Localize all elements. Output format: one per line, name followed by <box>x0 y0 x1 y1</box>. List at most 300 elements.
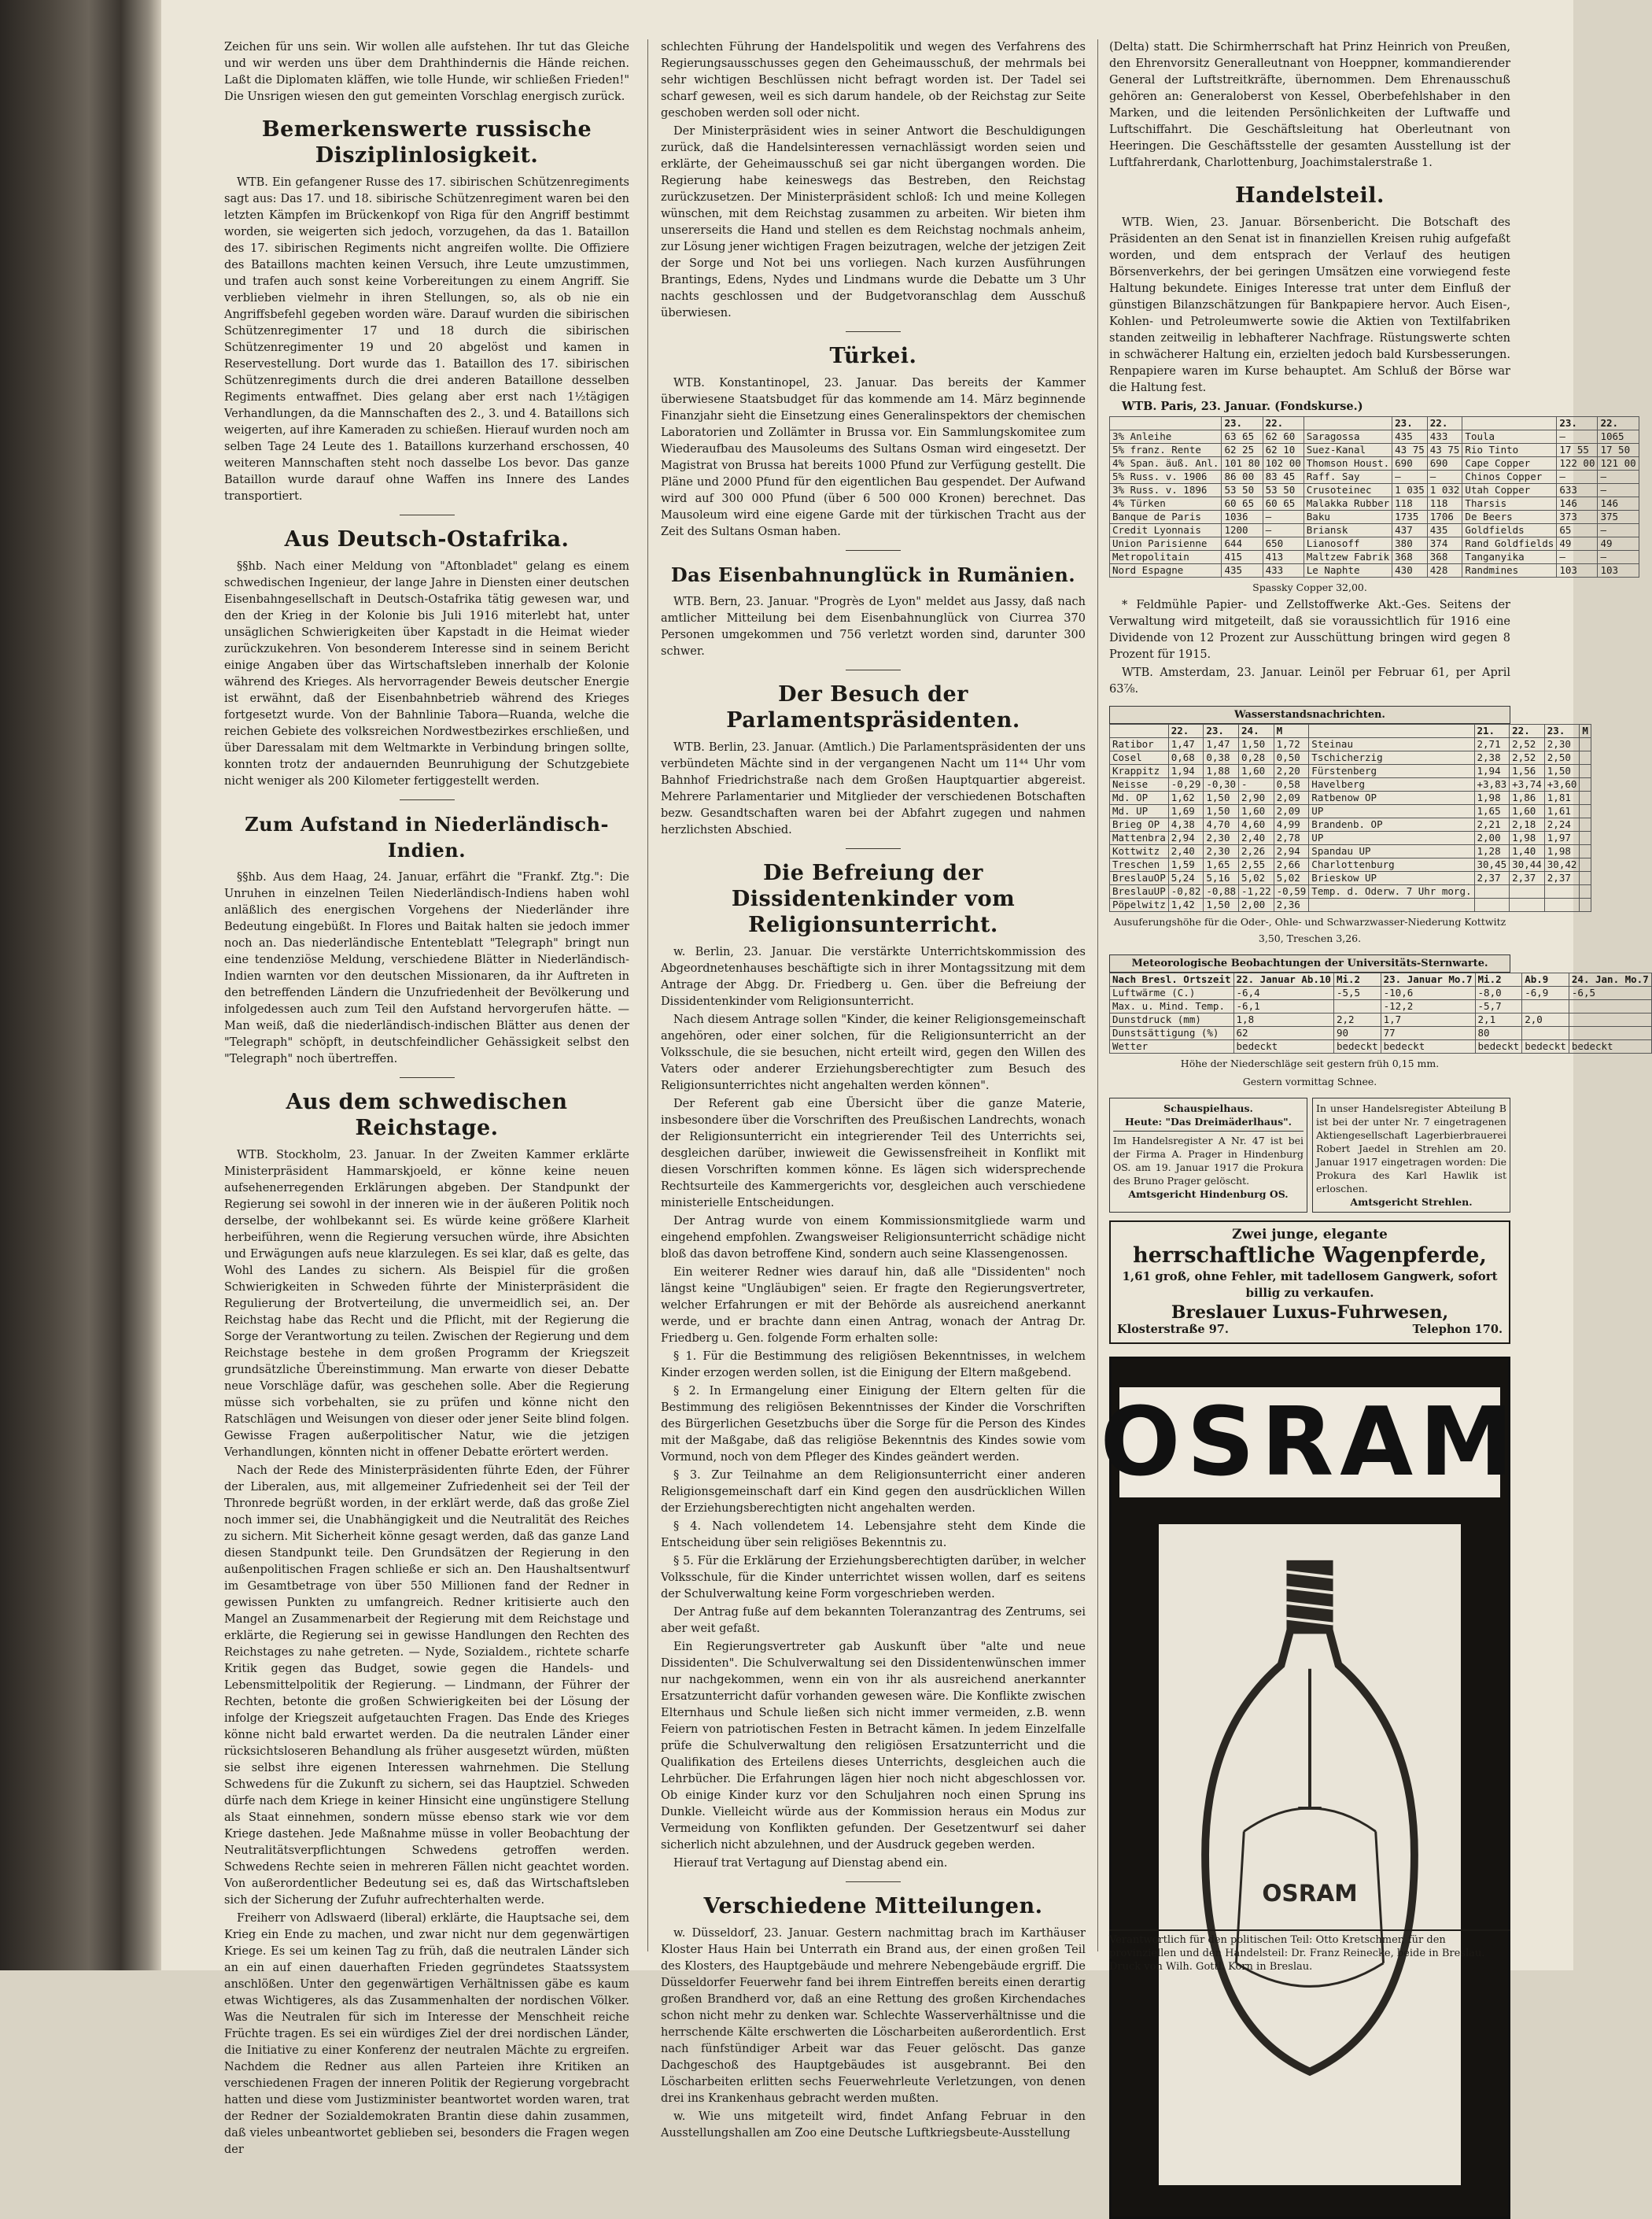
table-cell: 1,98 <box>1474 792 1510 805</box>
column-middle <box>661 39 1086 2140</box>
table-row <box>1110 751 1591 765</box>
table-cell: 2,94 <box>1168 832 1204 845</box>
table-cell: — <box>1557 430 1598 444</box>
table-row <box>1110 444 1639 457</box>
table-header-cell: 22. <box>1427 417 1462 430</box>
table-cell: — <box>1392 471 1428 484</box>
table-cell: bedeckt <box>1381 1040 1475 1054</box>
article-text: WTB. Bern, 23. Januar. "Progrès de Lyon" meldet aus Jassy, daß nach amtlicher Mitteilung bei dem Eisenbahnunglück von Ciurrea 370 Personen umgekommen und 756 verletzt worden sind, darunter 300 schwer. <box>661 596 1086 658</box>
table-cell: 3% Russ. v. 1896 <box>1110 484 1222 497</box>
theater-title: Schauspielhaus. <box>1163 1102 1253 1114</box>
table-cell: 2,55 <box>1239 858 1274 872</box>
table-cell: 121 00 <box>1598 457 1639 471</box>
table-cell <box>1580 832 1591 845</box>
article-heading: Aus dem schwedischen Reichstage. <box>286 1090 568 1140</box>
table-cell <box>1522 1027 1569 1040</box>
article-text: Nach diesem Antrage sollen "Kinder, die keiner Religionsgemeinschaft angehören, oder einer solchen, für die Religionsunterricht an der Volksschule, die sie besuchen, nicht erteilt wird, gegen den Willen des Vaters oder anderer Erziehungsberechtigter zum Besuch des Religionsunterrichtes nicht angehalten werden können". <box>661 1014 1086 1092</box>
table-cell: 4,60 <box>1239 818 1274 832</box>
table-cell: 633 <box>1557 484 1598 497</box>
table-cell: 30,44 <box>1510 858 1545 872</box>
table-cell: — <box>1263 511 1304 524</box>
table-cell: 1,60 <box>1239 805 1274 818</box>
table-cell: 102 00 <box>1263 457 1304 471</box>
table-cell: 1036 <box>1222 511 1263 524</box>
table-cell: 1,47 <box>1168 738 1204 751</box>
table-cell: 17 50 <box>1598 444 1639 457</box>
table-row <box>1110 1027 1652 1040</box>
table-cell: Brieskow UP <box>1309 872 1474 885</box>
table-cell: 83 45 <box>1263 471 1304 484</box>
table-cell: 0,38 <box>1204 751 1239 765</box>
table-cell: -6,5 <box>1569 987 1651 1000</box>
article-text: WTB. Stockholm, 23. Januar. In der Zweiten Kammer erklärte Ministerpräsident Hammarskjoeld, er könne keine neuen aufsehenerregenden Erklärungen abgeben. Der Standpunkt der Regierung sei sowohl in der inneren wie in der äußeren Politik noch derselbe, der wohlbekannt sei. Es würde keine größere Klarheit herbeiführen, wenn die Regierung versuchen würde, ihre Absichten und Erwägungen aufs neue klarzulegen. Es sei klar, daß es gelte, das Wohl des Landes zu sichern. Als Beispiel für die großen Schwierigkeiten in Schweden führte der Ministerpräsident die Regulierung der Brotverteilung, die unvermeidlich sei, an. Der Reichstag habe das Recht und die Pflicht, mit der Regierung die Sorge der Verantwortung zu teilen. Zwischen der Regierung und dem Reichstage bestehe in dem großen Programm der Kriegszeit grundsätzliche Übereinstimmung. Man erwarte von dieser Debatte neue Vorschläge dafür, was geschehen solle. Aber die Regierung müsse sich vorbehalten, sie zu prüfen und könne nicht den Ratschlägen und Weisungen von dieser oder jener Seite blind folgen. Gewisse Fragen außerpolitischer Natur, wie die jetzigen Verhandlungen, könnten nicht in offener Debatte erörtert werden. <box>224 1149 629 1459</box>
table-cell: — <box>1598 484 1639 497</box>
table-header-cell: 23. <box>1392 417 1428 430</box>
table-header-cell: 24. <box>1239 725 1274 738</box>
table-cell: Utah Copper <box>1462 484 1557 497</box>
osram-bulb-panel <box>1159 1524 1461 2185</box>
table-cell: 3% Anleihe <box>1110 430 1222 444</box>
table-cell: 2,26 <box>1239 845 1274 858</box>
table-cell: 2,30 <box>1204 832 1239 845</box>
article-text: schlechten Führung der Handelspolitik und wegen des Verfahrens des Regierungsausschusses gegen den Geheimausschuß, der mehrmals bei sehr wichtigen Beschlüssen nicht befragt worden ist. Der Tadel sei scharf gewesen, weil es sich darum handele, ob der Reichstag zur Seite geschoben werden soll oder nicht. <box>661 41 1086 120</box>
table-cell: 2,71 <box>1474 738 1510 751</box>
article-text: Der Ministerpräsident wies in seiner Antwort die Beschuldigungen zurück, daß die Handelsinteressen vernachlässigt worden seien und erklärte, der Geheimausschuß sei gar nicht übergangen worden. Die Regierung habe keineswegs das Bestreben, den Reichstag zurückzusetzen. Der Ministerpräsident schloß: Ich und meine Kollegen wünschen, mit dem Reichstag zusammen zu arbeiten. Wir bieten ihm unsererseits die Hand und stellen es dem Reichstag nochmals anheim, zur Lösung jener wichtigen Fragen beizutragen, welche der jetzigen Zeit der Sorge und Not bei uns vorliegen. Nach kurzen Ausführungen Brantings, Edens, Nydes und Lindmans wurde die Debatte um 3 Uhr nachts geschlossen und der Budgetvoranschlag dem Ausschuß überwiesen. <box>661 125 1086 319</box>
column-left <box>224 39 629 2156</box>
separator <box>846 848 901 849</box>
table-cell <box>1569 1014 1651 1027</box>
table-cell: Havelberg <box>1309 778 1474 792</box>
table-cell: Brieg OP <box>1110 818 1169 832</box>
table-cell <box>1580 885 1591 899</box>
table-cell: BreslauOP <box>1110 872 1169 885</box>
article-text: WTB. Amsterdam, 23. Januar. Leinöl per Februar 61, per April 63⅞. <box>1109 666 1510 696</box>
table-cell: Tharsis <box>1462 497 1557 511</box>
table-cell: Ratbenow OP <box>1309 792 1474 805</box>
table-cell: Suez-Kanal <box>1304 444 1392 457</box>
notice-text: Im Handelsregister A Nr. 47 ist bei der Firma A. Prager in Hindenburg OS. am 19. Januar 1917 die Prokura des Bruno Prager gelöscht. <box>1113 1135 1304 1187</box>
table-row <box>1110 484 1639 497</box>
table-header-cell: 23. <box>1204 725 1239 738</box>
section-heading-handelsteil: Handelsteil. <box>1235 183 1385 208</box>
table-cell <box>1580 845 1591 858</box>
ad-address: Klosterstraße 97. <box>1117 1323 1229 1336</box>
table-cell: Tanganyika <box>1462 551 1557 564</box>
table-header-cell: 24. Jan. Mo.7 <box>1569 973 1651 987</box>
table-row <box>1110 885 1591 899</box>
osram-logo: OSRAM <box>1100 1387 1520 1497</box>
article-text: WTB. Konstantinopel, 23. Januar. Das bereits der Kammer überwiesene Staatsbudget für das kommende am 14. März beginnende Finanzjahr sieht die Einsetzung eines Generalinspektors der chemischen Laboratorien und Zollämter in Brussa vor. Ein Sammlungskomitee zum Wiederaufbau des Mausoleums des Sultans Osman wird eingesetzt. Der Magistrat von Brussa hat bereits 1000 Pfund zur Verfügung gestellt. Die Pläne und 2000 Pfund für den eigentlichen Bau gespendet. Der Aufwand wird auf 300 000 Pfund (über 6 500 000 Kronen) berechnet. Das Mausoleum wird eine eigene Garde mit der türkischen Tracht aus der Zeit des Sultans Osman haben. <box>661 377 1086 538</box>
article-text: § 2. In Ermangelung einer Einigung der Eltern gelten für die Bestimmung des religiösen Bekenntnisses der Kinder die Vorschriften des Bürgerlichen Gesetzbuchs über die Sorge für die Person des Kindes mit der Maßgabe, daß das religiöse Bekenntnis des Kindes sowie vom Vormund, noch von dem Pfleger des Kindes geändert werden. <box>661 1385 1086 1464</box>
table-note: Ausuferungshöhe für die Oder-, Ohle- und Schwarzwasser-Niederung Kottwitz 3,50, Treschen 3,26. <box>1113 916 1506 944</box>
article-heading: Die Befreiung der Dissidentenkinder vom Religionsunterricht. <box>731 861 1016 937</box>
table-row <box>1110 551 1639 564</box>
table-cell: Tschicherzig <box>1309 751 1474 765</box>
table-header-cell: Nach Bresl. Ortszeit <box>1110 973 1234 987</box>
table-cell: 1,8 <box>1233 1014 1333 1027</box>
table-cell: 2,0 <box>1522 1014 1569 1027</box>
table-header-cell: Ab.9 <box>1522 973 1569 987</box>
table-cell: 2,20 <box>1274 765 1309 778</box>
bulb-label: OSRAM <box>1262 1880 1358 1907</box>
notice-text: In unser Handelsregister Abteilung B ist bei der unter Nr. 7 eingetragenen Aktiengesellschaft Lagerbierbrauerei Robert Jaedel in Strehlen am 20. Januar 1917 eingetragen worden: Die Prokura des Karl Hawlik ist erloschen. <box>1316 1102 1506 1194</box>
table-cell: 1 035 <box>1392 484 1428 497</box>
table-cell: Max. u. Mind. Temp. <box>1110 1000 1234 1014</box>
article-heading: Zum Aufstand in Niederländisch-Indien. <box>245 813 609 862</box>
table-cell: 1,50 <box>1544 765 1580 778</box>
article-heading: Das Eisenbahnunglück in Rumänien. <box>670 563 1076 586</box>
article-text: § 1. Für die Bestimmung des religiösen Bekenntnisses, in welchem Kinder erzogen werden sollen, ist die Einigung der Eltern maßgebend. <box>661 1350 1086 1379</box>
ad-telephone: Telephon 170. <box>1412 1323 1503 1336</box>
table-cell <box>1580 818 1591 832</box>
table-cell: -10,6 <box>1381 987 1475 1000</box>
article-text: § 5. Für die Erklärung der Erziehungsberechtigten darüber, in welcher Volksschule, für die Kinder unterrichtet wissen wollen, darf es seitens der Schulverwaltung keine Form vorgeschrieben werden. <box>661 1555 1086 1601</box>
table-cell: 433 <box>1427 430 1462 444</box>
article-text: §§hb. Nach einer Meldung von "Aftonbladet" gelang es einem schwedischen Ingenieur, der lange Jahre in Diensten einer deutschen Eisenbahngesellschaft in Deutsch-Ostafrika tätig gewesen war, und den der Krieg in der Kolonie bis Juli 1916 miterlebt hat, unter unsäglichen Schwierigkeiten über Kapstadt in die Heimat wieder zurückzukehren. Von besonderem Interesse sind in seinem Bericht einige Angaben über das Wirtschaftsleben innerhalb der Kolonie während des Krieges. Als hervorragender Beweis deutscher Energie ist erwähnt, daß der Eisenbahnbetrieb während des Krieges fortgesetzt wurde. Von der Bahnlinie Tabora—Ruanda, welche die reichen Gebiete des volksreichen Nordwestbezirkes erschließen, und über Daressalam mit dem Weltmarkte in Verbindung bringen sollte, konnten trotz der andauernden Beunruhigung der Schutzgebiete nicht weniger als 200 Kilometer fertiggestellt werden. <box>224 560 629 788</box>
separator <box>400 799 455 800</box>
table-cell: -6,9 <box>1522 987 1569 1000</box>
table-cell <box>1580 751 1591 765</box>
table-cell <box>1580 872 1591 885</box>
table-cell: 690 <box>1427 457 1462 471</box>
notice-signature: Amtsgericht Hindenburg OS. <box>1128 1188 1289 1200</box>
table-cell: 2,78 <box>1274 832 1309 845</box>
table-cell: Dunstsättigung (%) <box>1110 1027 1234 1040</box>
table-cell: 30,45 <box>1474 858 1510 872</box>
article-heading: Aus Deutsch-Ostafrika. <box>284 527 570 552</box>
column-rule <box>1097 39 1098 1951</box>
table-cell: 77 <box>1381 1027 1475 1040</box>
table-cell: 53 50 <box>1222 484 1263 497</box>
table-cell: 1,59 <box>1168 858 1204 872</box>
table-cell: 373 <box>1557 511 1598 524</box>
table-cell: 2,09 <box>1274 792 1309 805</box>
article-text: Freiherr von Adlswaerd (liberal) erklärte, die Hauptsache sei, dem Krieg ein Ende zu machen, und zwar nicht nur dem gegenwärtigen Kriege. Es sei um keinen Tag zu früh, daß die neutralen Länder sich an ein auf einen dauerhaften Frieden gegründetes Staatssystem anschlößen. Unter den gegenwärtigen Verhältnissen gäbe es kaum etwas Wichtigeres, als das Zusammenhalten der nordischen Völker. Was die Neutralen für sich im Interesse der Menschheit reiche Früchte tragen. Es sei ein würdiges Ziel der drei nordischen Länder, die Initiative zu einer Konferenz der neutralen Mächte zu ergreifen. Nachdem die Redner aus allen Parteien ihre Kritiken an verschiedenen Fragen der inneren Politik der Regierung vorgebracht hatten und diese vom Justizminister beantwortet worden waren, trat der Redner der Sozialdemokraten Brantin diese dahin zusammen, daß vieles unbeantwortet geblieben sei, besonders die Fragen wegen der <box>224 1912 629 2156</box>
table-header-cell: Mi.2 <box>1475 973 1522 987</box>
table-cell: 2,52 <box>1510 751 1545 765</box>
table-cell: 374 <box>1427 537 1462 551</box>
table-row <box>1110 899 1591 912</box>
table-cell: -0,30 <box>1204 778 1239 792</box>
table-cell: 101 80 <box>1222 457 1263 471</box>
table-cell: 146 <box>1557 497 1598 511</box>
table-row <box>1110 511 1639 524</box>
weather-table <box>1109 973 1652 1054</box>
table-cell: 17 55 <box>1557 444 1598 457</box>
table-cell: 2,40 <box>1168 845 1204 858</box>
imprint-footer: Verantwortlich für den politischen Teil: Otto Kretschmer, für den provinziellen und den Handelsteil: Dr. Franz Reinecke, beide in Breslau. Druck von Wilh. Gottl. Korn in Breslau. <box>1109 1929 1510 1973</box>
table-cell: 146 <box>1598 497 1639 511</box>
table-cell: bedeckt <box>1475 1040 1522 1054</box>
table-cell: 53 50 <box>1263 484 1304 497</box>
column-right <box>1100 39 1649 1959</box>
table-cell: Md. UP <box>1110 805 1169 818</box>
table-cell: 43 75 <box>1392 444 1428 457</box>
table-cell: 2,38 <box>1474 751 1510 765</box>
table-row <box>1110 1040 1652 1054</box>
table-cell: 62 25 <box>1222 444 1263 457</box>
theater-text: Heute: "Das Dreimäderlhaus". <box>1124 1116 1292 1128</box>
table-row <box>1110 471 1639 484</box>
table-cell: Mattenbra <box>1110 832 1169 845</box>
table-cell: Temp. d. Oderw. 7 Uhr morg. <box>1309 885 1474 899</box>
table-cell: 1,50 <box>1239 738 1274 751</box>
table-cell: 30,42 <box>1544 858 1580 872</box>
table-header-cell: 22. <box>1168 725 1204 738</box>
table-cell: 1,81 <box>1544 792 1580 805</box>
table-cell: 430 <box>1392 564 1428 578</box>
table-cell: -6,4 <box>1233 987 1333 1000</box>
table-cell: 2,00 <box>1474 832 1510 845</box>
table-cell: Md. OP <box>1110 792 1169 805</box>
table-cell <box>1580 805 1591 818</box>
table-cell: Pöpelwitz <box>1110 899 1169 912</box>
table-cell: Saragossa <box>1304 430 1392 444</box>
table-cell: 62 10 <box>1263 444 1304 457</box>
table-cell: 4% Span. äuß. Anl. <box>1110 457 1222 471</box>
table-cell: 1,72 <box>1274 738 1309 751</box>
table-cell: 2,37 <box>1474 872 1510 885</box>
table-cell: Randmines <box>1462 564 1557 578</box>
article-text: Der Referent gab eine Übersicht über die ganze Materie, insbesondere über die Vorschriften des Preußischen Landrechts, wonach der Religionsunterricht ein integrierender Teil des Unterrichts sei, desgleichen darüber, inwieweit die Gewissensfreiheit in Konflikt mit diesen Vorschriften kommen könne. Es lägen sich widersprechende Rechtsurteile des Kammergerichts vor, desgleichen auch verschiedene ministerielle Entscheidungen. <box>661 1098 1086 1209</box>
table-cell: 1,86 <box>1510 792 1545 805</box>
table-cell: 1,69 <box>1168 805 1204 818</box>
table-cell <box>1544 899 1580 912</box>
ad-company: Breslauer Luxus-Fuhrwesen, <box>1171 1302 1449 1323</box>
table-cell <box>1580 792 1591 805</box>
table-cell: 62 <box>1233 1027 1333 1040</box>
article-text: WTB. Wien, 23. Januar. Börsenbericht. Die Botschaft des Präsidenten an den Senat ist in finanziellen Kreisen ruhig aufgefaßt worden, und dem entsprach der Verlauf des heutigen Börsenverkehrs, der bei geringen Umsätzen eine vorwiegend feste Haltung bekundete. Einiges Interesse trat unter dem Einfluß der günstigen Bilanzschätzungen für Bankpapiere hervor. Auch Eisen-, Kohlen- und Petroleumwerte sowie die Aktien von Textilfabriken standen zeitweilig in lebhafterer Nachfrage. Rüstungswerte schten in schwächerer Haltung ein, erzielten jedoch bald Kursbesserungen. Renpapiere waren im Kurse behauptet. Am Schluß der Börse war die Haltung fest. <box>1109 216 1510 394</box>
table-cell: 1735 <box>1392 511 1428 524</box>
table-cell: +3,60 <box>1544 778 1580 792</box>
table-cell: 2,50 <box>1544 751 1580 765</box>
table-cell: 2,66 <box>1274 858 1309 872</box>
table-cell: - <box>1239 778 1274 792</box>
table-cell <box>1580 899 1591 912</box>
table-row <box>1110 564 1639 578</box>
table-cell: Briansk <box>1304 524 1392 537</box>
table-row <box>1110 805 1591 818</box>
table-cell: 415 <box>1222 551 1263 564</box>
table-header-cell: Mi.2 <box>1333 973 1381 987</box>
table-row <box>1110 987 1652 1000</box>
table-cell: — <box>1263 524 1304 537</box>
table-cell: 2,30 <box>1204 845 1239 858</box>
table-cell: — <box>1598 471 1639 484</box>
table-row <box>1110 497 1639 511</box>
table-cell: bedeckt <box>1233 1040 1333 1054</box>
table-cell: Metropolitain <box>1110 551 1222 564</box>
table-cell: 122 00 <box>1557 457 1598 471</box>
table-cell: 375 <box>1598 511 1639 524</box>
table-cell: 2,00 <box>1239 899 1274 912</box>
table-cell: 1706 <box>1427 511 1462 524</box>
ad-contact-row <box>1117 1321 1503 1338</box>
table-cell: De Beers <box>1462 511 1557 524</box>
table-cell: 5,16 <box>1204 872 1239 885</box>
table-cell: 413 <box>1263 551 1304 564</box>
separator <box>846 550 901 551</box>
table-cell: 5,24 <box>1168 872 1204 885</box>
table-header-cell <box>1110 725 1169 738</box>
ad-line: Zwei junge, elegante <box>1232 1227 1388 1242</box>
table-cell: 1,47 <box>1204 738 1239 751</box>
article-text: Ein weiterer Redner wies darauf hin, daß alle "Dissidenten" noch längst keine "Ungläubigen" seien. Er fragte den Regierungsvertreter, welcher Erfahrungen er mit der Behörde als ausreichend anerkannt werde, und er brachte dann einen Antrag, wonach der Antrag Dr. Friedberg u. Gen. folgende Form erhalten solle: <box>661 1266 1086 1345</box>
article-text: Hierauf trat Vertagung auf Dienstag abend ein. <box>673 1857 948 1870</box>
water-level-table <box>1109 724 1591 912</box>
table-cell: 2,52 <box>1510 738 1545 751</box>
table-cell: 1,50 <box>1204 805 1239 818</box>
table-row <box>1110 818 1591 832</box>
table-cell: Fürstenberg <box>1309 765 1474 778</box>
table-cell: 1,50 <box>1204 899 1239 912</box>
table-cell: bedeckt <box>1569 1040 1651 1054</box>
article-heading: Der Besuch der Parlamentspräsidenten. <box>726 682 1020 733</box>
table-cell: 1,97 <box>1544 832 1580 845</box>
table-cell <box>1569 1000 1651 1014</box>
article-text: WTB. Berlin, 23. Januar. (Amtlich.) Die Parlamentspräsidenten der uns verbündeten Mächte sind in der vergangenen Nacht um 11⁴⁴ Uhr vom Bahnhof Friedrichstraße nach dem Großen Hauptquartier abgereist. Mehrere Parlamentarier und Mitglieder der verschiedenen Botschaften bezw. Gesandtschaften waren bei der Abfahrt zugegen und nahmen herzlichsten Abschied. <box>661 741 1086 836</box>
table-cell: 118 <box>1392 497 1428 511</box>
article-heading: Türkei. <box>829 344 917 368</box>
table-cell: Thomson Houst. <box>1304 457 1392 471</box>
table-header-cell <box>1309 725 1474 738</box>
table-cell: — <box>1557 471 1598 484</box>
table-cell: Goldfields <box>1462 524 1557 537</box>
weather-table-title: Meteorologische Beobachtungen der Universitäts-Sternwarte. <box>1109 954 1510 973</box>
table-cell: 1,98 <box>1544 845 1580 858</box>
table-header-cell: 23. <box>1557 417 1598 430</box>
table-cell: 2,37 <box>1510 872 1545 885</box>
table-cell: Maltzew Fabrik <box>1304 551 1392 564</box>
table-cell: Toula <box>1462 430 1557 444</box>
table-row <box>1110 738 1591 751</box>
article-text: w. Berlin, 23. Januar. Die verstärkte Unterrichtskommission des Abgeordnetenhauses beschäftigte sich in ihrer Montagssitzung mit dem Antrage der Abgg. Dr. Friedberg u. Gen. über die Befreiung der Dissidentenkinder vom Religionsunterricht. <box>661 946 1086 1008</box>
article-heading: Bemerkenswerte russische Disziplinlosigkeit. <box>261 117 592 168</box>
article-text: w. Wie uns mitgeteilt wird, findet Anfang Februar in den Ausstellungshallen am Zoo eine Deutsche Luftkriegsbeute-Ausstellung <box>661 2110 1086 2140</box>
table-cell: -0,59 <box>1274 885 1309 899</box>
table-cell: 4,38 <box>1168 818 1204 832</box>
table-cell: bedeckt <box>1522 1040 1569 1054</box>
table-cell: Cape Copper <box>1462 457 1557 471</box>
table-cell: 2,37 <box>1544 872 1580 885</box>
article-text: §§hb. Aus dem Haag, 24. Januar, erfährt die "Frankf. Ztg.": Die Unruhen in einzelnen Teilen Niederländisch-Indiens haben wohl anläßlich des energischen Vorgehens der Niederländer ihre Bedeutung eingebüßt. In Flores und Baitak halten sie jedoch immer noch an. Das niederländische Ententeblatt "Telegraph" bringt nun eine tendenziöse Meldung, verschiedene Blätter in Niederländisch-Indien warnten vor den deutschen Missionaren, da ihr Auftreten in den betreffenden Ländern die Unzufriedenheit der Bevölkerung und infolgedessen auch zum Teil den Aufstand hervorgerufen hätte. — Man weiß, daß die niederländisch-indischen Blätter aus denen der "Telegraph" schöpft, in deutschfeindlicher Gehässigkeit selbst den "Telegraph" noch übertreffen. <box>224 871 629 1065</box>
notice-right <box>1312 1098 1510 1213</box>
table-cell: 4,70 <box>1204 818 1239 832</box>
table-header-cell: 23. <box>1222 417 1263 430</box>
table-cell: Kottwitz <box>1110 845 1169 858</box>
table-cell: 1,50 <box>1204 792 1239 805</box>
table-caption: WTB. Paris, 23. Januar. (Fondskurse.) <box>1122 400 1363 413</box>
table-cell: 1,98 <box>1510 832 1545 845</box>
article-text: w. Düsseldorf, 23. Januar. Gestern nachmittag brach im Karthäuser Kloster Haus Hain bei Unterrath ein Brand aus, der einen großen Teil des Klosters, des Hauptgebäude und mehrere Nebengebäude ergriff. Die Düsseldorfer Feuerwehr fand bei ihrem Eintreffen bereits einen derartig großen Brandherd vor, daß an eine Rettung des großen Kirchendaches schon nicht mehr zu denken war. Schlechte Wasserverhältnisse und die herrschende Kälte erschwerten die Löscharbeiten außerordentlich. Erst nach fünfstündiger Arbeit war das Feuer gelöscht. Das ganze Dachgeschoß des Hauptgebäudes ist ausgebrannt. Bei den Löscharbeiten erlitten sechs Feuerwehrleute Verletzungen, von denen drei ins Krankenhaus gebracht werden mußten. <box>661 1927 1086 2105</box>
table-cell: UP <box>1309 805 1474 818</box>
article-text: WTB. Ein gefangener Russe des 17. sibirischen Schützenregiments sagt aus: Das 17. und 18. sibirische Schützenregiment waren bei den letzten Kämpfen im Brückenkopf von Riga für den Angriff bestimmt worden, sie weigerten sich jedoch, vorzugehen, da das 1. Bataillon des 17. sibirischen Regiments nicht angreifen wollte. Die Offiziere des Bataillons machten keinen Versuch, ihre Leute umzustimmen, und trafen auch sonst keine Vorbereitungen zu einem Angriff. Sie verblieben vielmehr in ihren Stellungen, so, als ob nie ein Angriffsbefehl gegeben worden wäre. Darauf wurden die sibirischen Schützenregimenter 17 und 18 durch die sibirischen Schützenregimenter 19 und 20 abgelöst und kamen in Reservestellung. Dort wurde das 1. Bataillon des 17. sibirischen Schützenregiments durch die drei anderen Bataillone desselben Regiments entwaffnet. Dies gelang aber erst nach 1½tägigen Verhandlungen, da die Mannschaften des 2., 3. und 4. Bataillons sich weigerten, auf ihre Kameraden zu schießen. Hierauf wurden noch am selben Tage 24 Leute des 1. Bataillons kurzerhand erschossen, 40 weiteren Mannschaften steht noch dasselbe Los bevor. Das ganze Bataillon wurde darauf ohne Waffen ins Innere des Landes transportiert. <box>224 176 629 503</box>
table-cell: -8,0 <box>1475 987 1522 1000</box>
separator <box>846 1881 901 1882</box>
table-cell: +3,83 <box>1474 778 1510 792</box>
table-cell: 1,62 <box>1168 792 1204 805</box>
table-cell: 650 <box>1263 537 1304 551</box>
table-cell: Credit Lyonnais <box>1110 524 1222 537</box>
table-cell: 86 00 <box>1222 471 1263 484</box>
table-cell: 435 <box>1392 430 1428 444</box>
table-cell: 2,36 <box>1274 899 1309 912</box>
article-text: Ein Regierungsvertreter gab Auskunft über "alte und neue Dissidenten". Die Schulverwaltung sei den Dissidentenwünschen immer nur nachgekommen, wenn ein von ihr als ausreichend anerkannter Ersatzunterricht dafür vorhanden gewesen wäre. Die Konflikte zwischen Elternhaus und Schule ließen sich nicht immer vermeiden, z.B. wenn Feiern von patriotischen Festen in Betracht kämen. In jedem Einzelfalle prüfe die Schulverwaltung den religiösen Ersatzunterricht und die Qualifikation des Erteilens dieses Unterrichts, desgleichen auch die Lehrbücher. Die Erfahrungen lägen hier noch nicht abgeschlossen vor. Ob einige Kinder kurz vor den Schuljahren noch einen Sprung ins Dunkle. Vielleicht würde aus der Kommission heraus ein Modus zur Vermeidung von Konflikten gefunden. Der Gesetzentwurf sei daher sicherlich nicht abzulehnen, und der Ausdruck gegeben werden. <box>661 1641 1086 1852</box>
table-note: Spassky Copper 32,00. <box>1252 582 1367 593</box>
column-rule <box>647 39 648 1951</box>
table-cell: 437 <box>1392 524 1428 537</box>
table-cell: 2,40 <box>1239 832 1274 845</box>
table-cell: Nord Espagne <box>1110 564 1222 578</box>
table-cell <box>1309 899 1474 912</box>
table-cell: Luftwärme (C.) <box>1110 987 1234 1000</box>
table-cell: 49 <box>1557 537 1598 551</box>
table-cell: Rand Goldfields <box>1462 537 1557 551</box>
table-cell: Spandau UP <box>1309 845 1474 858</box>
article-text: § 4. Nach vollendetem 14. Lebensjahre steht dem Kinde die Entscheidung über sein religiöses Bekenntnis zu. <box>661 1520 1086 1549</box>
separator <box>846 331 901 332</box>
table-row <box>1110 1014 1652 1027</box>
table-cell: 63 65 <box>1222 430 1263 444</box>
ad-line: 1,61 groß, ohne Fehler, mit tadellosem Gangwerk, sofort billig zu verkaufen. <box>1122 1269 1498 1300</box>
article-text: * Feldmühle Papier- und Zellstoffwerke Akt.-Ges. Seitens der Verwaltung wird mitgeteilt, daß sie voraussichtlich für 1916 eine Dividende von 12 Prozent zur Ausschüttung bringen wird gegen 8 Prozent für 1915. <box>1109 599 1510 661</box>
newspaper-page <box>161 0 1649 2156</box>
table-cell: -0,82 <box>1168 885 1204 899</box>
table-cell <box>1510 899 1545 912</box>
table-cell: -5,5 <box>1333 987 1381 1000</box>
article-text: (Delta) statt. Die Schirmherrschaft hat Prinz Heinrich von Preußen, den Ehrenvorsitz Generalleutnant von Hoeppner, kommandierender General der Luftstreitkräfte, übernommen. Dem Ehrenausschuß gehören an: Generaloberst von Kessel, Oberbefehlshaber in den Marken, und die leitenden Persönlichkeiten der Luftwaffe und Luftschiffahrt. Die Geschäftsleitung hat Oberleutnant von Heeringen. Die Geschäftsstelle der gesamten Ausstellung ist der Luftfahrerdank, Charlottenburg, Joachimstalerstraße 1. <box>1109 41 1510 169</box>
table-cell <box>1569 1027 1651 1040</box>
table-cell: 65 <box>1557 524 1598 537</box>
table-cell: 1,65 <box>1204 858 1239 872</box>
table-cell: Chinos Copper <box>1462 471 1557 484</box>
table-header-cell: 22. <box>1263 417 1304 430</box>
table-cell: 2,94 <box>1274 845 1309 858</box>
table-cell: 80 <box>1475 1027 1522 1040</box>
table-cell: 1,40 <box>1510 845 1545 858</box>
water-table-title: Wasserstandsnachrichten. <box>1109 706 1510 724</box>
table-cell <box>1580 765 1591 778</box>
table-cell <box>1474 899 1510 912</box>
table-cell: Lianosoff <box>1304 537 1392 551</box>
table-row <box>1110 792 1591 805</box>
table-header-cell: M <box>1580 725 1591 738</box>
table-row <box>1110 765 1591 778</box>
table-header-cell: 22. Januar Ab.10 <box>1233 973 1333 987</box>
table-cell: 368 <box>1427 551 1462 564</box>
light-bulb-icon <box>1159 1524 1461 2185</box>
table-cell: Baku <box>1304 511 1392 524</box>
table-cell: 103 <box>1598 564 1639 578</box>
table-cell: 103 <box>1557 564 1598 578</box>
book-spine <box>0 0 161 1970</box>
table-cell: +3,74 <box>1510 778 1545 792</box>
table-cell: 60 65 <box>1263 497 1304 511</box>
table-cell <box>1510 885 1545 899</box>
table-cell: 1,56 <box>1510 765 1545 778</box>
table-cell: 1,94 <box>1474 765 1510 778</box>
table-cell: — <box>1427 471 1462 484</box>
table-cell: Cosel <box>1110 751 1169 765</box>
table-header-cell <box>1462 417 1557 430</box>
table-cell: Brandenb. OP <box>1309 818 1474 832</box>
ad-headline: herrschaftliche Wagenpferde, <box>1133 1243 1487 1268</box>
table-cell: 368 <box>1392 551 1428 564</box>
table-cell: 4% Türken <box>1110 497 1222 511</box>
table-cell: -6,1 <box>1233 1000 1333 1014</box>
table-cell: 2,09 <box>1274 805 1309 818</box>
table-cell: 433 <box>1263 564 1304 578</box>
